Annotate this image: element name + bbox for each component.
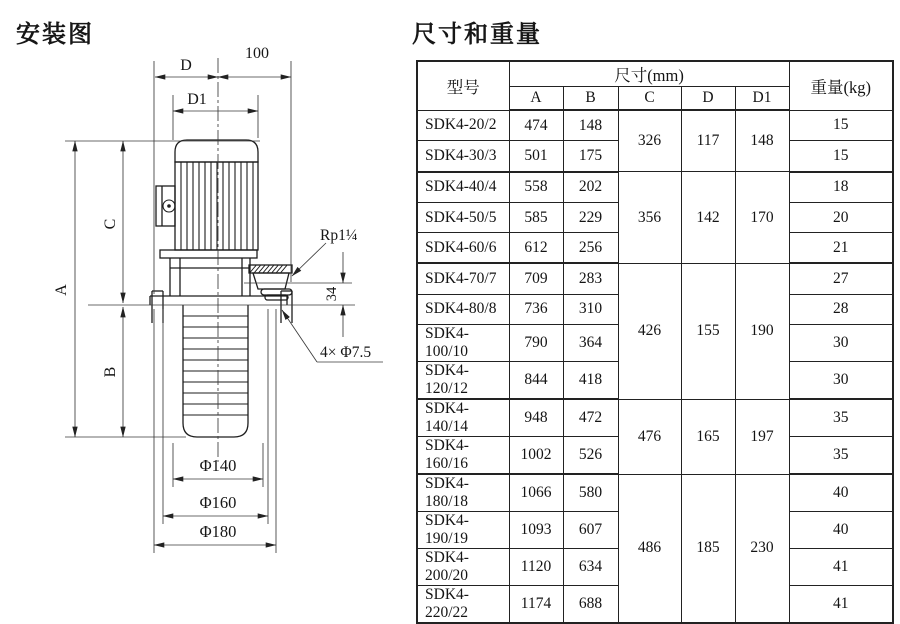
dim-c-cell: 486 <box>618 474 681 623</box>
dim-d-cell: 142 <box>681 172 735 264</box>
header-col-a: A <box>509 87 563 111</box>
pump-outline <box>150 140 292 437</box>
dimensions-weight-title: 尺寸和重量 <box>412 21 542 48</box>
dim-c-cell: 356 <box>618 172 681 264</box>
header-weight: 重量(kg) <box>789 61 893 110</box>
dim-b-cell: 634 <box>563 549 618 586</box>
dim-a-cell: 585 <box>509 202 563 232</box>
bolt-holes-label: 4× Φ7.5 <box>320 344 372 361</box>
dim-b-cell: 364 <box>563 325 618 362</box>
dim-b-cell: 202 <box>563 172 618 203</box>
dim-b-cell: 418 <box>563 362 618 400</box>
model-cell: SDK4-180/18 <box>417 474 509 512</box>
table-row <box>417 263 893 294</box>
dim-label-34: 34 <box>324 286 340 302</box>
dim-d1-cell: 190 <box>735 263 789 399</box>
dim-a-cell: 1066 <box>509 474 563 512</box>
weight-cell: 21 <box>789 233 893 264</box>
dim-c-cell: 426 <box>618 263 681 399</box>
model-cell: SDK4-140/14 <box>417 399 509 437</box>
weight-cell: 41 <box>789 549 893 586</box>
dim-d-cell: 155 <box>681 263 735 399</box>
dim-b-cell: 688 <box>563 586 618 624</box>
dim-b-cell: 175 <box>563 141 618 172</box>
table-row <box>417 110 893 141</box>
installation-diagram-title: 安装图 <box>16 21 94 48</box>
weight-cell: 35 <box>789 399 893 437</box>
model-cell: SDK4-160/16 <box>417 437 509 475</box>
dimension-labels <box>53 45 371 541</box>
dim-label-100: 100 <box>245 45 269 62</box>
spec-table <box>416 60 894 624</box>
junction-box <box>156 186 175 226</box>
weight-cell: 27 <box>789 263 893 294</box>
dim-b-cell: 256 <box>563 233 618 264</box>
dim-b-cell: 310 <box>563 294 618 324</box>
dimension-lines <box>65 58 383 553</box>
weight-cell: 35 <box>789 437 893 475</box>
weight-cell: 15 <box>789 141 893 172</box>
model-cell: SDK4-40/4 <box>417 172 509 203</box>
pump-drawing <box>0 0 412 596</box>
dim-a-cell: 1002 <box>509 437 563 475</box>
dim-c-cell: 326 <box>618 110 681 172</box>
dim-c-cell: 476 <box>618 399 681 474</box>
dim-label-b: B <box>102 366 119 378</box>
model-cell: SDK4-120/12 <box>417 362 509 400</box>
dim-b-cell: 472 <box>563 399 618 437</box>
installation-diagram <box>0 0 412 596</box>
header-col-d: D <box>681 87 735 111</box>
dim-d1-cell: 230 <box>735 474 789 623</box>
dim-a-cell: 844 <box>509 362 563 400</box>
dimensions-weight-table <box>416 60 894 624</box>
dim-label-d1: D1 <box>187 91 207 108</box>
weight-cell: 28 <box>789 294 893 324</box>
weight-cell: 30 <box>789 362 893 400</box>
model-cell: SDK4-200/20 <box>417 549 509 586</box>
dim-label-a: A <box>53 284 70 296</box>
model-cell: SDK4-30/3 <box>417 141 509 172</box>
dim-b-cell: 229 <box>563 202 618 232</box>
model-cell: SDK4-50/5 <box>417 202 509 232</box>
phi140-label: Φ140 <box>199 456 237 475</box>
header-dims-group: 尺寸(mm) <box>509 61 789 87</box>
weight-cell: 30 <box>789 325 893 362</box>
dim-d-cell: 117 <box>681 110 735 172</box>
dim-a-cell: 709 <box>509 263 563 294</box>
dim-b-cell: 526 <box>563 437 618 475</box>
weight-cell: 18 <box>789 172 893 203</box>
dim-a-cell: 612 <box>509 233 563 264</box>
table-row <box>417 172 893 203</box>
header-model: 型号 <box>417 61 509 110</box>
dim-a-cell: 1174 <box>509 586 563 624</box>
model-cell: SDK4-100/10 <box>417 325 509 362</box>
dim-d1-cell: 170 <box>735 172 789 264</box>
dim-a-cell: 501 <box>509 141 563 172</box>
dim-b-cell: 607 <box>563 512 618 549</box>
dim-label-c: C <box>102 218 119 230</box>
weight-cell: 20 <box>789 202 893 232</box>
dim-a-cell: 558 <box>509 172 563 203</box>
weight-cell: 15 <box>789 110 893 141</box>
dim-d-cell: 185 <box>681 474 735 623</box>
model-cell: SDK4-190/19 <box>417 512 509 549</box>
dim-a-cell: 474 <box>509 110 563 141</box>
dim-a-cell: 736 <box>509 294 563 324</box>
dim-a-cell: 790 <box>509 325 563 362</box>
model-cell: SDK4-80/8 <box>417 294 509 324</box>
model-cell: SDK4-220/22 <box>417 586 509 624</box>
model-cell: SDK4-70/7 <box>417 263 509 294</box>
dim-d1-cell: 197 <box>735 399 789 474</box>
outlet-port <box>249 265 292 300</box>
port-thread-label: Rp1¼ <box>320 227 358 244</box>
dim-b-cell: 283 <box>563 263 618 294</box>
weight-cell: 40 <box>789 474 893 512</box>
dim-b-cell: 580 <box>563 474 618 512</box>
phi160-label: Φ160 <box>199 493 237 512</box>
header-col-d1: D1 <box>735 87 789 111</box>
dim-a-cell: 1093 <box>509 512 563 549</box>
model-cell: SDK4-20/2 <box>417 110 509 141</box>
phi180-label: Φ180 <box>199 522 237 541</box>
header-col-c: C <box>618 87 681 111</box>
dim-a-cell: 948 <box>509 399 563 437</box>
table-row <box>417 399 893 437</box>
dim-a-cell: 1120 <box>509 549 563 586</box>
model-cell: SDK4-60/6 <box>417 233 509 264</box>
table-row <box>417 474 893 512</box>
weight-cell: 41 <box>789 586 893 624</box>
dim-d1-cell: 148 <box>735 110 789 172</box>
dim-label-d: D <box>180 57 192 74</box>
header-col-b: B <box>563 87 618 111</box>
dim-d-cell: 165 <box>681 399 735 474</box>
weight-cell: 40 <box>789 512 893 549</box>
dim-b-cell: 148 <box>563 110 618 141</box>
